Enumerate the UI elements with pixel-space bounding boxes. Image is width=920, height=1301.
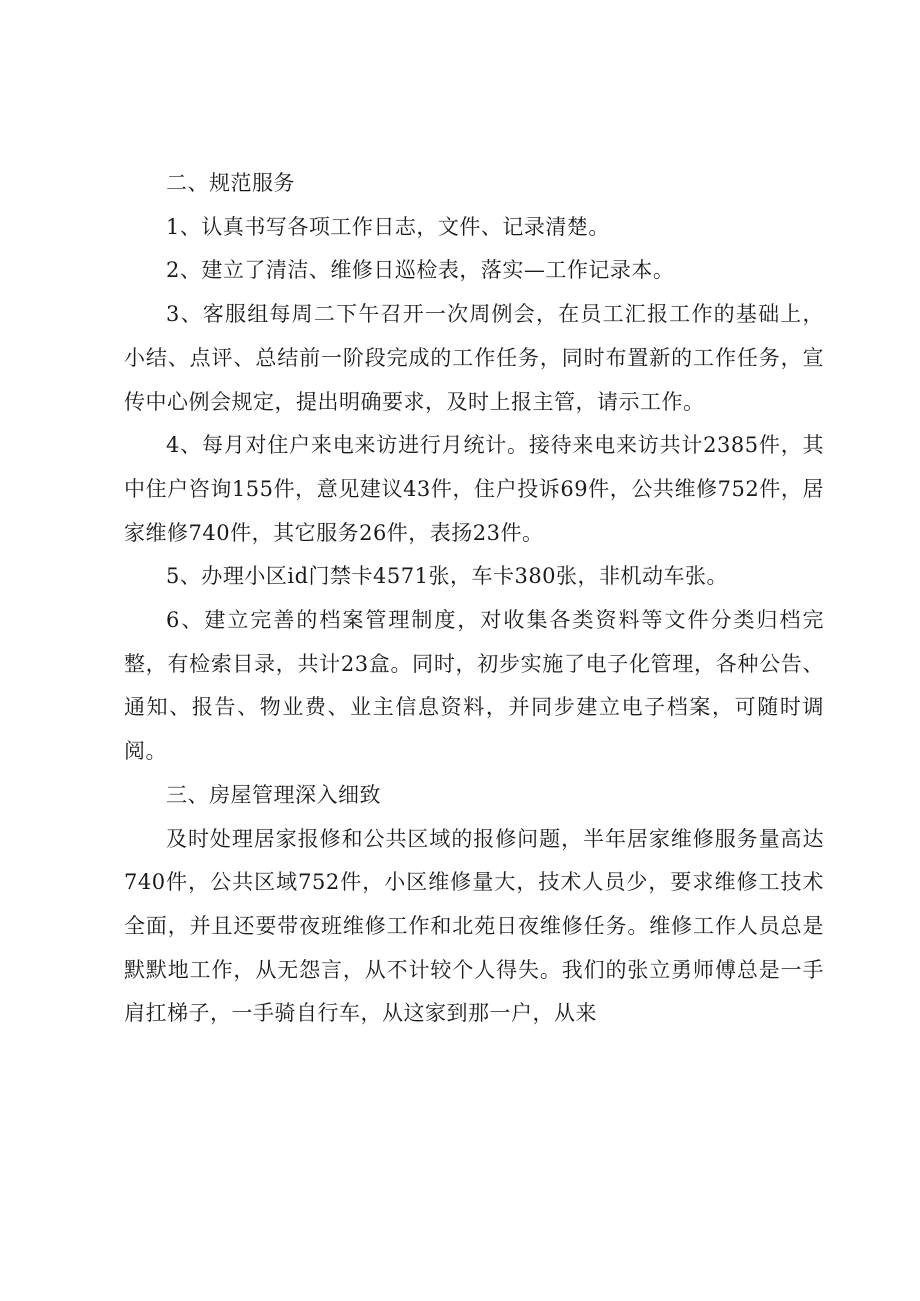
paragraph-item-6: 6、建立完善的档案管理制度，对收集各类资料等文件分类归档完整，有检索目录，共计23盒。同时，初步实施了电子化管理，各种公告、通知、报告、物业费、业主信息资料，并同步建立电子档案，可随时调阅。 <box>124 608 824 764</box>
document-body <box>124 162 824 1036</box>
paragraph-item-5: 5、办理小区id门禁卡4571张，车卡380张，非机动车张。 <box>166 564 729 589</box>
paragraph-item-1: 1、认真书写各项工作日志，文件、记录清楚。 <box>166 214 610 239</box>
section-heading-standard-service: 二、规范服务 <box>166 171 295 195</box>
paragraph-item-3: 3、客服组每周二下午召开一次周例会，在员工汇报工作的基础上，小结、点评、总结前一阶段完成的工作任务，同时布置新的工作任务，宣传中心例会规定，提出明确要求，及时上报主管，请示工作。 <box>124 302 824 414</box>
paragraph-housing-repairs: 及时处理居家报修和公共区域的报修问题，半年居家维修服务量高达740件，公共区域752件，小区维修量大，技术人员少，要求维修工技术全面，并且还要带夜班维修工作和北苑日夜维修任务。维修工作人员总是默默地工作，从无怨言，从不计较个人得失。我们的张立勇师傅总是一手肩扛梯子，一手骑自行车，从这家到那一户，从来 <box>124 826 824 1026</box>
paragraph-item-4: 4、每月对住户来电来访进行月统计。接待来电来访共计2385件，其中住户咨询155件，意见建议43件，住户投诉69件，公共维修752件，居家维修740件，其它服务26件，表扬23件。 <box>124 433 824 545</box>
section-heading-housing-management: 三、房屋管理深入细致 <box>166 782 381 807</box>
paragraph-item-2: 2、建立了清洁、维修日巡检表，落实—工作记录本。 <box>166 258 675 283</box>
